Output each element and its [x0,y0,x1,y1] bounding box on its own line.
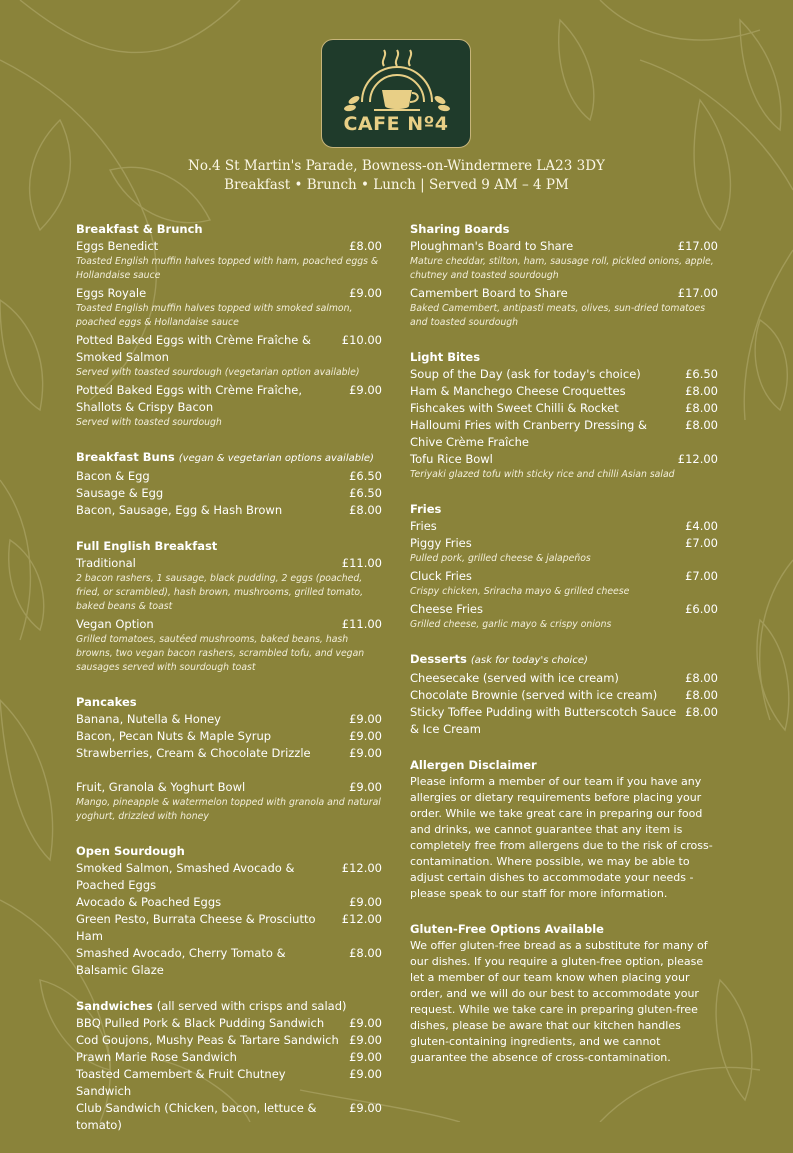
section-title: Desserts (ask for today's choice) [410,652,588,666]
item-description: Toasted English muffin halves topped with ham, poached eggs & Hollandaise sauce [76,256,379,281]
menu-item: Fries £4.00 [410,519,718,533]
item-description: Served with toasted sourdough [76,417,222,428]
menu-item: Eggs Royale £9.00 [76,286,382,300]
menu-item: Green Pesto, Burrata Cheese & Prosciutto Ham £12.00 [76,912,382,943]
item-description: Crispy chicken, Sriracha mayo & grilled cheese [410,586,630,597]
item-description: Grilled cheese, garlic mayo & crispy onions [410,619,612,630]
section-title: Pancakes [76,695,137,709]
menu-item: Cod Goujons, Mushy Peas & Tartare Sandwich £9.00 [76,1033,382,1047]
section-title: Full English Breakfast [76,539,218,553]
menu-item: Camembert Board to Share £17.00 [410,286,718,300]
section-title: Allergen Disclaimer [410,758,537,772]
menu-item: Piggy Fries £7.00 [410,536,718,550]
menu-item: Bacon & Egg £6.50 [76,469,382,483]
address: No.4 St Martin's Parade, Bowness-on-Windermere LA23 3DY [188,158,605,174]
right-column [410,221,718,1085]
menu-item: Vegan Option £11.00 [76,617,382,631]
section-title: Open Sourdough [76,844,185,858]
menu-item: Eggs Benedict £8.00 [76,239,382,253]
item-description: Baked Camembert, antipasti meats, olives, sun-dried tomatoes and toasted sourdough [410,303,706,328]
menu-item: Sausage & Egg £6.50 [76,486,382,500]
logo-text: CAFE Nº4 [343,113,449,135]
menu-item: Smoked Salmon, Smashed Avocado & Poached Eggs £12.00 [76,861,382,892]
menu-item: Smashed Avocado, Cherry Tomato & Balsamic Glaze £8.00 [76,946,382,977]
menu-item: Ham & Manchego Cheese Croquettes £8.00 [410,384,718,398]
menu-item: Club Sandwich (Chicken, bacon, lettuce & tomato) £9.00 [76,1101,382,1132]
section-allergen [410,757,718,902]
menu-item: Sticky Toffee Pudding with Butterscotch Sauce & Ice Cream £8.00 [410,705,718,736]
menu-item: Fruit, Granola & Yoghurt Bowl £9.00 [76,780,382,794]
section-light-bites [410,349,718,482]
item-description: Mature cheddar, stilton, ham, sausage roll, pickled onions, apple, chutney and toasted sourdough [410,256,714,281]
menu-item: Cluck Fries £7.00 [410,569,718,583]
section-title: Sandwiches (all served with crisps and salad) [76,999,347,1013]
menu-item: Bacon, Sausage, Egg & Hash Brown £8.00 [76,503,382,517]
item-description: Grilled tomatoes, sautéed mushrooms, baked beans, hash browns, two vegan bacon rashers, scrambled tofu, and vegan sausages served with sourdough toast [76,634,365,673]
section-pancakes [76,694,382,824]
menu-item: Banana, Nutella & Honey £9.00 [76,712,382,726]
menu-item: Potted Baked Eggs with Crème Fraîche & Smoked Salmon £10.00 [76,333,382,364]
section-open-sourdough [76,843,382,979]
menu-item: Fishcakes with Sweet Chilli & Rocket £8.00 [410,401,718,415]
item-description: Served with toasted sourdough (vegetarian option available) [76,367,360,378]
allergen-text: Please inform a member of our team if you have any allergies or dietary requirements before placing your order. While we take great care in preparing our food and drinks, we cannot guarantee that any item is completely free from allergens due to the risk of cross-contamination. Where possible, we may be able to adjust certain dishes to accommodate your needs - please speak to our staff for more information. [410,775,713,900]
menu-item: Soup of the Day (ask for today's choice) £6.50 [410,367,718,381]
section-title: Breakfast & Brunch [76,222,203,236]
section-title: Breakfast Buns (vegan & vegetarian options available) [76,450,374,464]
item-description: 2 bacon rashers, 1 sausage, black pudding, 2 eggs (poached, fried, or scrambled), hash brown, mushrooms, grilled tomato, baked beans & toast [76,573,364,612]
cafe-logo [321,39,471,148]
section-fries [410,501,718,632]
section-breakfast-brunch [76,221,382,430]
tagline: Breakfast • Brunch • Lunch | Served 9 AM – 4 PM [224,177,569,193]
menu-item: Avocado & Poached Eggs £9.00 [76,895,382,909]
menu-item: Chocolate Brownie (served with ice cream) £8.00 [410,688,718,702]
menu-item: Bacon, Pecan Nuts & Maple Syrup £9.00 [76,729,382,743]
menu-item: Ploughman's Board to Share £17.00 [410,239,718,253]
menu-item: Potted Baked Eggs with Crème Fraîche, Shallots & Crispy Bacon £9.00 [76,383,382,414]
menu-item: Toasted Camembert & Fruit Chutney Sandwich £9.00 [76,1067,382,1098]
menu-item: Halloumi Fries with Cranberry Dressing & Chive Crème Fraîche £8.00 [410,418,718,449]
menu-item: Strawberries, Cream & Chocolate Drizzle £9.00 [76,746,382,760]
item-description: Toasted English muffin halves topped with smoked salmon, poached eggs & Hollandaise sauce [76,303,353,328]
section-desserts [410,651,718,738]
item-description: Pulled pork, grilled cheese & jalapeños [410,553,591,564]
section-title: Light Bites [410,350,481,364]
menu-item: Prawn Marie Rose Sandwich £9.00 [76,1050,382,1064]
menu-item: Cheesecake (served with ice cream) £8.00 [410,671,718,685]
coffee-cup-icon [322,40,472,120]
section-breakfast-buns [76,449,382,519]
section-title: Sharing Boards [410,222,510,236]
section-gluten-free [410,921,718,1066]
item-description: Mango, pineapple & watermelon topped with granola and natural yoghurt, drizzled with honey [76,797,381,822]
menu-item: BBQ Pulled Pork & Black Pudding Sandwich £9.00 [76,1016,382,1030]
item-description: Teriyaki glazed tofu with sticky rice and chilli Asian salad [410,469,675,480]
section-title: Gluten-Free Options Available [410,922,604,936]
menu-item: Tofu Rice Bowl £12.00 [410,452,718,466]
menu-item: Cheese Fries £6.00 [410,602,718,616]
section-title: Fries [410,502,442,516]
menu-item: Traditional £11.00 [76,556,382,570]
gluten-text: We offer gluten-free bread as a substitute for many of our dishes. If you require a gluten-free option, please let a member of our team know when placing your order, and we will do our best to accommodate your request. While we take care in preparing gluten-free dishes, please be aware that our kitchen handles gluten-containing ingredients, and we cannot guarantee the absence of cross-contamination. [410,939,708,1064]
section-sharing-boards [410,221,718,330]
section-sandwiches [76,998,382,1134]
section-full-english [76,538,382,675]
header [0,157,793,195]
left-column [76,221,382,1153]
